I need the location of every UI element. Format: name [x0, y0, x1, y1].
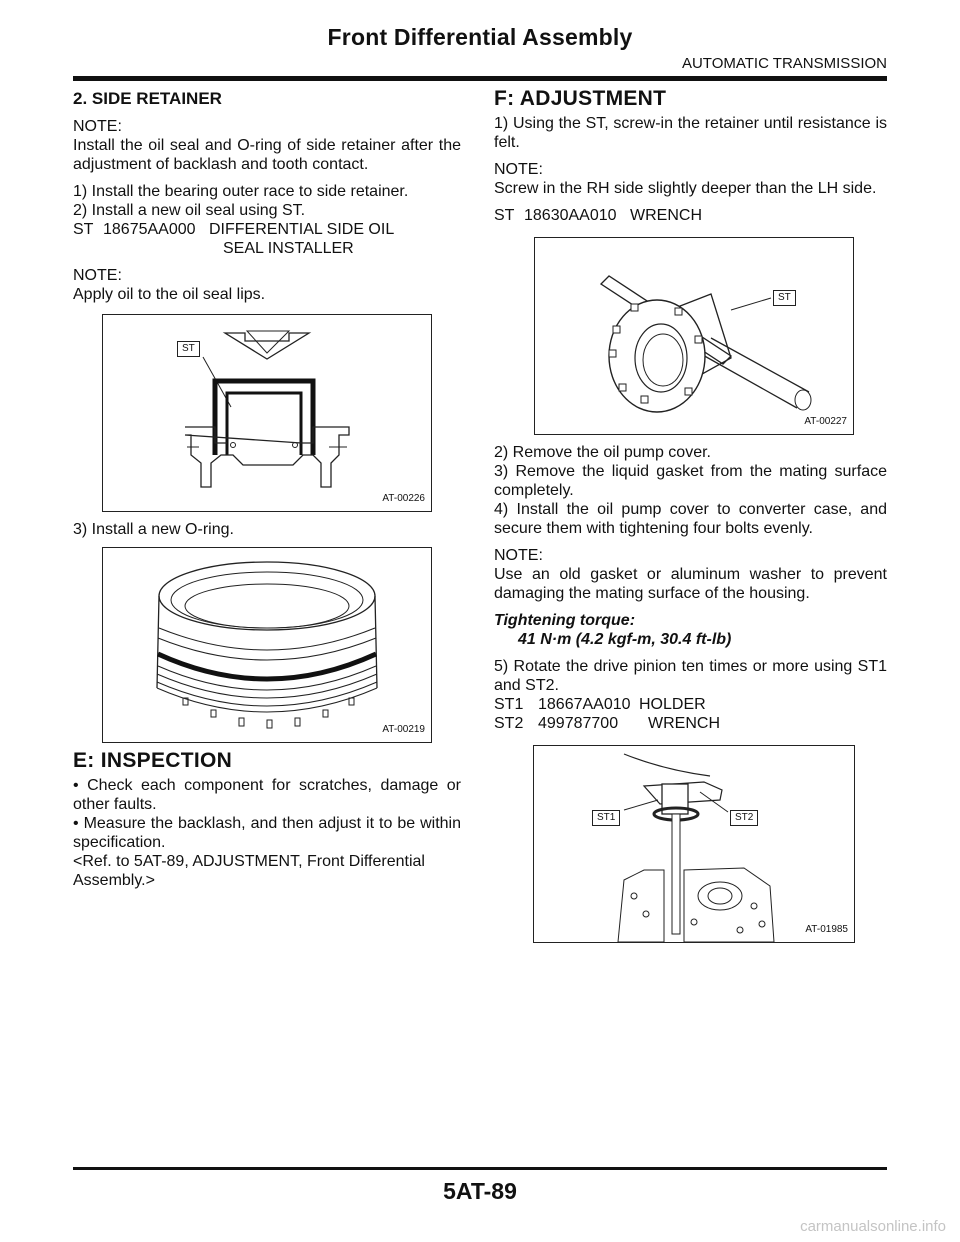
oil-seal-installer-illustration	[103, 315, 433, 513]
figure-wrench	[534, 237, 854, 435]
note-label: NOTE:	[73, 118, 122, 135]
tool-name-line: DIFFERENTIAL SIDE OIL	[209, 221, 395, 238]
cross-reference-link[interactable]: <Ref. to 5AT-89, ADJUSTMENT, Front Differential Assembly.>	[73, 853, 425, 889]
tool-spec	[73, 220, 461, 258]
note-text: Use an old gasket or aluminum washer to prevent damaging the mating surface of the housing.	[494, 566, 887, 602]
page-title: Front Differential Assembly	[327, 24, 633, 50]
tool-name: WRENCH	[648, 715, 720, 732]
right-column	[494, 89, 887, 951]
tool-label: ST2	[494, 715, 524, 732]
inspection-heading: E: INSPECTION	[73, 749, 233, 772]
st-tag: ST	[177, 341, 200, 357]
step-text: 4) Install the oil pump cover to converter case, and secure them with tightening four bolts evenly.	[494, 501, 887, 537]
step-text: 1) Install the bearing outer race to side retainer.	[73, 183, 409, 200]
side-retainer-heading: 2. SIDE RETAINER	[73, 89, 222, 108]
step-text: 3) Install a new O-ring.	[73, 521, 234, 538]
tool-name: WRENCH	[630, 207, 702, 224]
note-label: NOTE:	[494, 161, 543, 178]
step-text: 2) Install a new oil seal using ST.	[73, 202, 306, 219]
left-column	[73, 89, 461, 890]
o-ring-illustration	[103, 548, 433, 744]
note-text: Install the oil seal and O-ring of side retainer after the adjustment of backlash and tooth contact.	[73, 137, 461, 173]
figure-oil-seal-installer	[102, 314, 432, 512]
tool-number: 18630AA010	[524, 207, 617, 224]
tool-name	[209, 220, 461, 258]
note-label: NOTE:	[73, 267, 122, 284]
page-number: 5AT-89	[443, 1178, 517, 1204]
section-name: AUTOMATIC TRANSMISSION	[681, 55, 887, 72]
tool-name: HOLDER	[639, 696, 706, 713]
drive-pinion-tools-illustration	[534, 746, 856, 944]
tool-number: 499787700	[538, 715, 619, 732]
tool-label: ST1	[494, 696, 524, 713]
figure-o-ring	[102, 547, 432, 743]
tool-number: 18667AA010	[538, 696, 631, 713]
note-text: Apply oil to the oil seal lips.	[73, 286, 266, 303]
step-text: 5) Rotate the drive pinion ten times or more using ST1 and ST2.	[494, 658, 887, 694]
watermark: carmanualsonline.info	[800, 1218, 946, 1235]
step-text: 2) Remove the oil pump cover.	[494, 444, 711, 461]
step-text: 1) Using the ST, screw-in the retainer until resistance is felt.	[494, 115, 887, 151]
footer-divider	[73, 1167, 887, 1170]
st2-tag: ST2	[730, 810, 758, 826]
note-label: NOTE:	[494, 547, 543, 564]
step-text: 3) Remove the liquid gasket from the mating surface completely.	[494, 463, 887, 499]
figure-code: AT-00219	[382, 724, 425, 735]
figure-code: AT-00227	[804, 416, 847, 427]
header-divider	[73, 76, 887, 81]
st1-tag: ST1	[592, 810, 620, 826]
adjustment-heading: F: ADJUSTMENT	[494, 87, 667, 110]
st-tag: ST	[773, 290, 796, 306]
figure-drive-pinion-tools	[533, 745, 855, 943]
wrench-illustration	[535, 238, 855, 436]
figure-code: AT-01985	[805, 924, 848, 935]
note-text: Screw in the RH side slightly deeper than the LH side.	[494, 180, 877, 197]
tool-spec	[494, 695, 887, 714]
tool-label: ST	[73, 221, 94, 238]
figure-code: AT-00226	[382, 493, 425, 504]
tool-label: ST	[494, 207, 515, 224]
bullet-item: • Measure the backlash, and then adjust it to be within specification.	[73, 815, 461, 851]
tool-number: 18675AA000	[103, 221, 196, 238]
tool-spec	[494, 714, 887, 733]
torque-label: Tightening torque:	[494, 612, 636, 629]
bullet-item: • Check each component for scratches, damage or other faults.	[73, 777, 461, 813]
tool-spec	[494, 206, 887, 225]
torque-value: 41 N·m (4.2 kgf-m, 30.4 ft-lb)	[518, 631, 732, 648]
tool-name-line: SEAL INSTALLER	[223, 240, 354, 257]
